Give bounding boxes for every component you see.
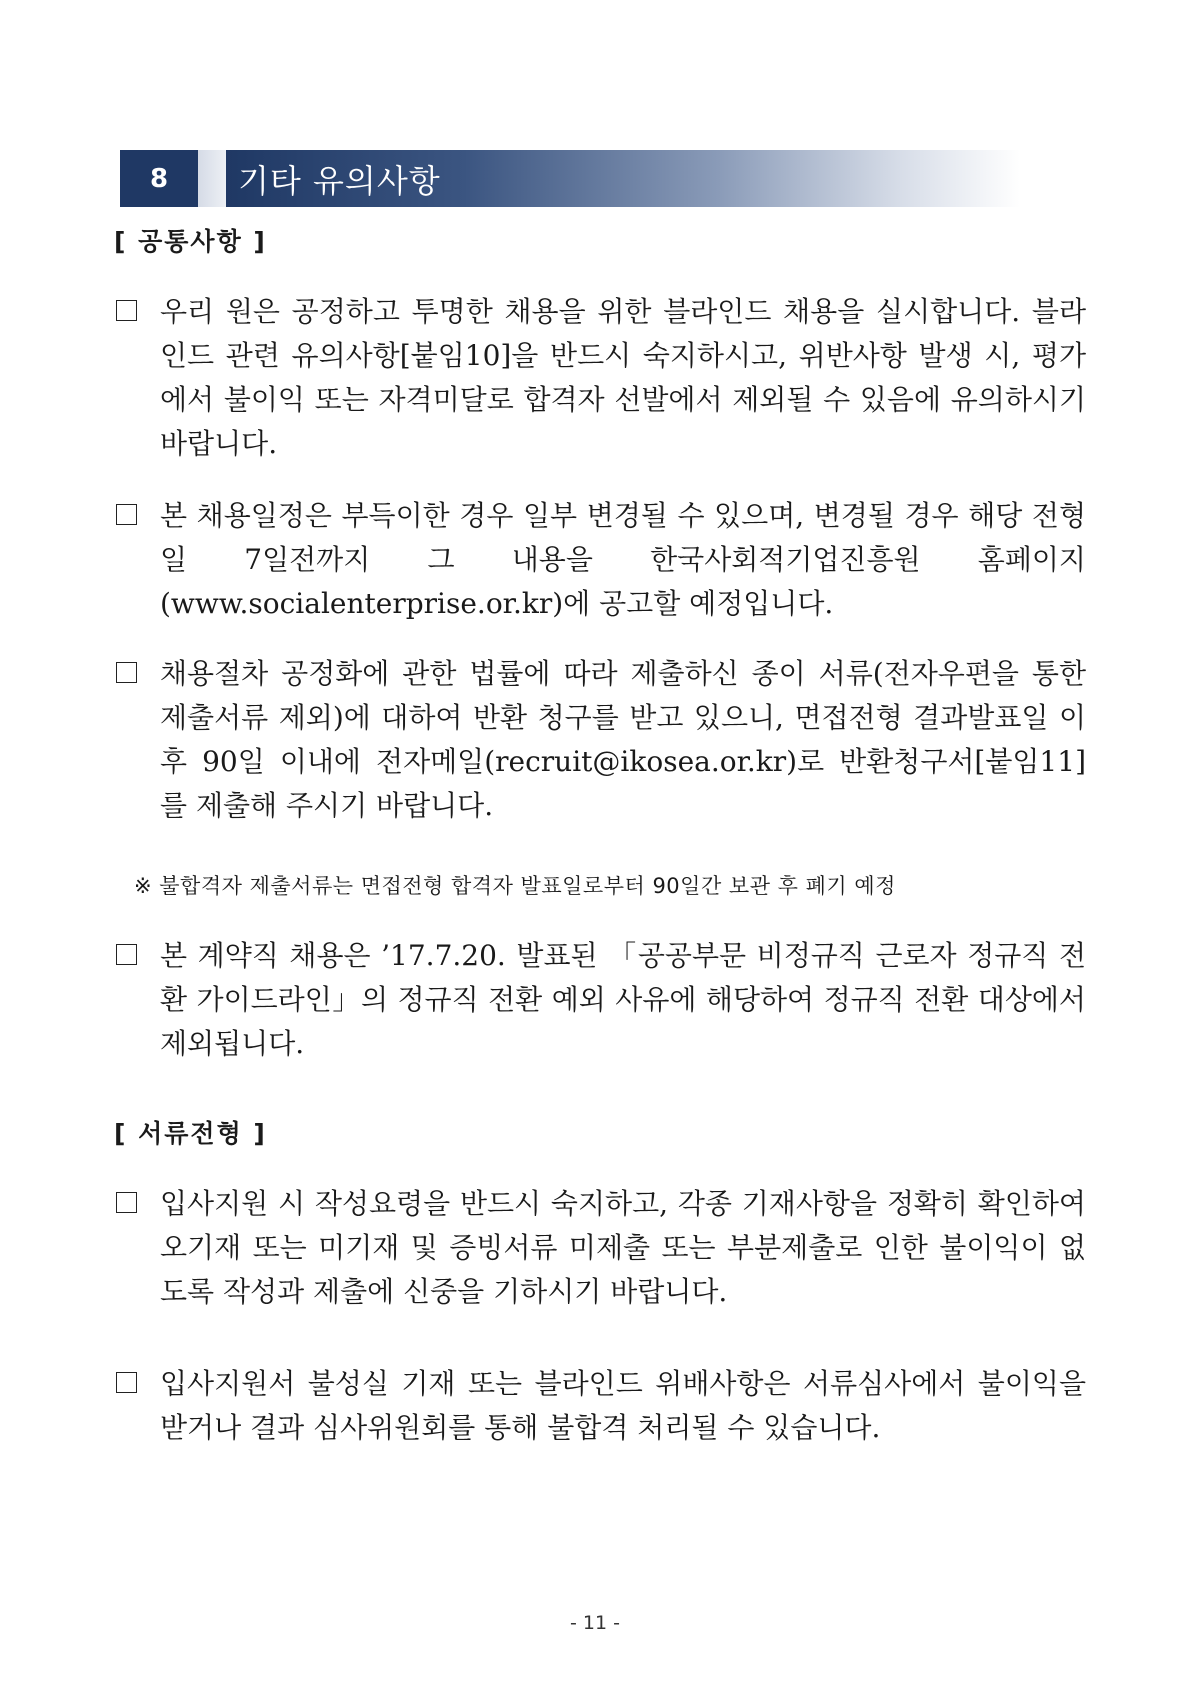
list-item: [116, 1362, 1086, 1450]
list-item-text: 우리 원은 공정하고 투명한 채용을 위한 블라인드 채용을 실시합니다. 블라인드 관련 유의사항[붙임10]을 반드시 숙지하시고, 위반사항 발생 시, 평가에서 불이익 또는 자격미달로 합격자 선발에서 제외될 수 있음에 유의하시기 바랍니다.: [160, 295, 1086, 460]
list-item-text: 본 채용일정은 부득이한 경우 일부 변경될 수 있으며, 변경될 경우 해당 전형일 7일전까지 그 내용을 한국사회적기업진흥원 홈페이지(www.socialenterprise.or.kr)에 공고할 예정입니다.: [160, 499, 1086, 620]
common-heading: [ 공통사항 ]: [114, 227, 267, 256]
checkbox-square-icon: [116, 662, 137, 683]
checkbox-square-icon: [116, 1192, 137, 1213]
section-title-bar: [226, 150, 1020, 207]
page-number: - 11 -: [570, 1612, 620, 1634]
list-item: [116, 934, 1086, 1066]
section-header-divider: [198, 150, 226, 207]
list-item: [116, 494, 1086, 626]
section-header: [120, 150, 1020, 207]
retention-note: ※ 불합격자 제출서류는 면접전형 합격자 발표일로부터 90일간 보관 후 폐기 예정: [134, 874, 896, 898]
list-item-text: 입사지원 시 작성요령을 반드시 숙지하고, 각종 기재사항을 정확히 확인하여 오기재 또는 미기재 및 증빙서류 미제출 또는 부분제출로 인한 불이익이 없도록 작성과 제출에 신중을 기하시기 바랍니다.: [160, 1187, 1086, 1308]
list-item: [116, 1182, 1086, 1314]
checkbox-square-icon: [116, 944, 137, 965]
list-item-text: 본 계약직 채용은 ’17.7.20. 발표된 「공공부문 비정규직 근로자 정규직 전환 가이드라인」의 정규직 전환 예외 사유에 해당하여 정규직 전환 대상에서 제외됩니다.: [160, 939, 1086, 1060]
document-screening-heading: [ 서류전형 ]: [114, 1119, 267, 1148]
list-item: [116, 290, 1086, 466]
checkbox-square-icon: [116, 1372, 137, 1393]
list-item-text: 채용절차 공정화에 관한 법률에 따라 제출하신 종이 서류(전자우편을 통한 제출서류 제외)에 대하여 반환 청구를 받고 있으니, 면접전형 결과발표일 이후 90일 이내에 전자메일(recruit@ikosea.or.kr)로 반환청구서[붙임11]를 제출해 주시기 바랍니다.: [160, 657, 1086, 822]
checkbox-square-icon: [116, 504, 137, 525]
section-title: 기타 유의사항: [238, 161, 441, 200]
list-item: [116, 652, 1086, 828]
list-item-text: 입사지원서 불성실 기재 또는 블라인드 위배사항은 서류심사에서 불이익을 받거나 결과 심사위원회를 통해 불합격 처리될 수 있습니다.: [160, 1367, 1086, 1444]
section-number: 8: [120, 150, 198, 207]
checkbox-square-icon: [116, 300, 137, 321]
